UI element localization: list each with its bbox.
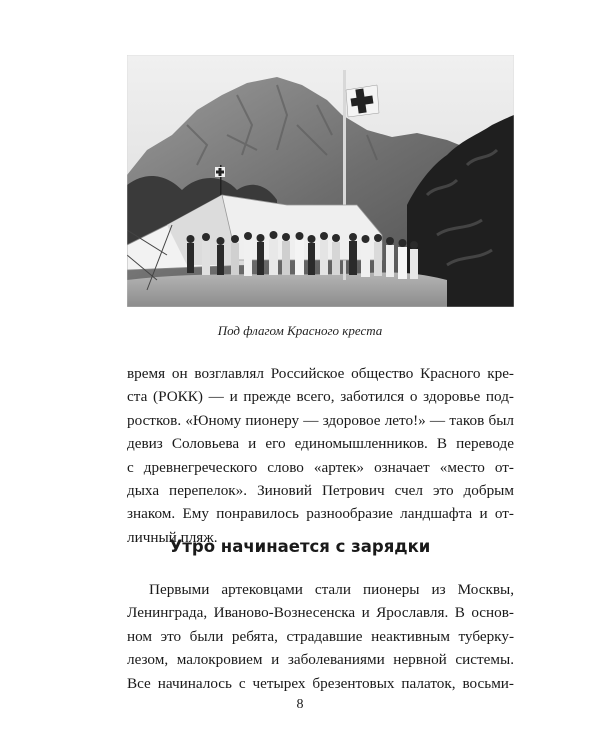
text-line: с древнегреческого слово «артек» означает «место от- xyxy=(127,458,514,476)
page-number: 8 xyxy=(296,697,304,712)
camp-photo xyxy=(127,55,514,307)
text-line: ста (РОКК) — и прежде всего, заботился о здоровье под- xyxy=(127,388,514,406)
text-line: ростков. «Юному пионеру — здоровое лето!» — таков был xyxy=(127,411,514,429)
photo-caption: Под флагом Красного креста xyxy=(217,323,383,338)
section-heading: Утро начинается с зарядки xyxy=(169,537,431,556)
paragraph-1 xyxy=(127,362,514,549)
text-line: Все начиналось с четырех брезентовых палаток, восьми- xyxy=(127,674,514,692)
text-line: Ленинграда, Иваново-Вознесенска и Ярославля. В основ- xyxy=(127,604,514,622)
paragraph-2 xyxy=(127,578,514,695)
text-line: знаком. Ему понравилось разнообразие ландшафта и от- xyxy=(127,505,514,523)
tent-flag-icon xyxy=(215,167,225,177)
text-line: девиз Соловьева и его единомышленников. В переводе xyxy=(127,435,514,453)
text-line: дыха перепелок». Зиновий Петрович счел это добрым xyxy=(127,482,514,500)
text-line: лезом, малокровием и заболеваниями нервной системы. xyxy=(127,651,514,669)
red-cross-flag-icon xyxy=(346,85,379,117)
text-line: ном это были ребята, страдавшие неактивным туберку- xyxy=(127,627,514,645)
text-line: время он возглавлял Российское общество Красного кре- xyxy=(127,365,514,382)
text-line: Первыми артековцами стали пионеры из Москвы, xyxy=(149,581,514,598)
text-line: личный пляж. xyxy=(127,528,218,546)
